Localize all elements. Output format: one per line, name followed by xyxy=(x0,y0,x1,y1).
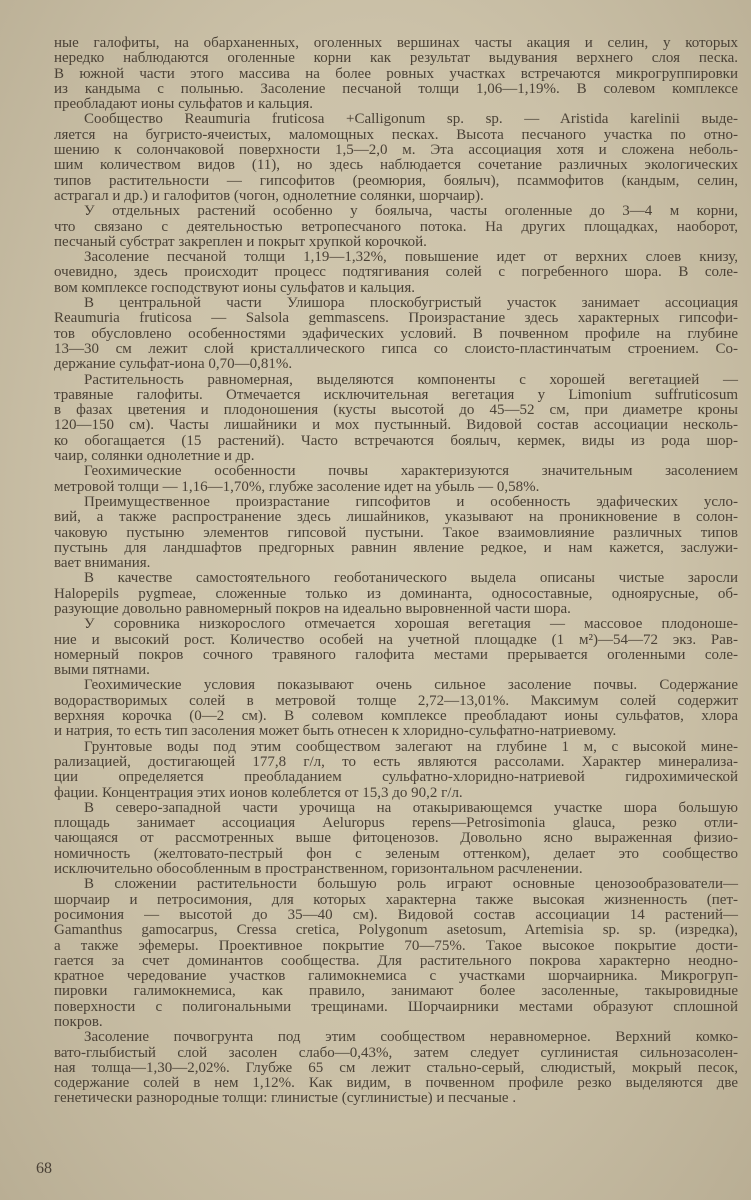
text-line: ко обогащается (15 растений). Часто встречаются боялыч, кермек, виды из рода шор- xyxy=(54,432,738,449)
text-line: 120—150 см). Часты лишайники и мох пустынный. Видовой состав ассоциации несколь- xyxy=(54,417,738,434)
paragraph xyxy=(54,204,738,250)
paragraph xyxy=(54,877,738,1030)
text-line: номерный покров сочного травяного галофита местами прерывается оголенными соле- xyxy=(54,646,738,663)
text-line: В южной части этого массива на более ровных участках встречаются микрогруппировки xyxy=(54,65,738,82)
text-line: и натрия, то есть тип засоления может быть отнесен к хлоридно-сульфатно-натриевому. xyxy=(54,723,617,740)
page-number: 68 xyxy=(36,1160,52,1177)
paragraph xyxy=(54,571,738,617)
text-line: песчаный субстрат закреплен и покрыт хрупкой корочкой. xyxy=(54,233,427,250)
text-line: В сложении растительности большую роль играют основные ценозообразователи— xyxy=(84,876,738,893)
text-line: вает внимания. xyxy=(54,555,151,572)
text-line: вий, а также распространение здесь лишайников, указывают на проникновение в солон- xyxy=(54,509,738,526)
text-line: Геохимические условия показывают очень сильное засоление почвы. Содержание xyxy=(84,677,738,694)
text-line: Засоление песчаной толщи 1,19—1,32%, повышение идет от верхних слоев книзу, xyxy=(84,249,738,266)
text-line: ляется на бугристо-ячеистых, маломощных песках. Высота песчаного участка по отно- xyxy=(54,126,738,143)
paragraph xyxy=(54,495,738,571)
text-line: чаковую пустыню элементов гипсовой пустыни. Такое взаимовлияние различных типов xyxy=(54,524,738,541)
paragraph xyxy=(54,250,738,296)
paragraph xyxy=(54,1030,738,1106)
paragraph xyxy=(54,801,738,877)
text-line: ние и высокий рост. Количество особей на учетной площадке (1 м²)—54—72 экз. Рав- xyxy=(54,631,738,648)
paragraph xyxy=(54,464,738,495)
text-line: преобладают ионы сульфатов и кальция. xyxy=(54,96,314,113)
text-line: Reaumuria fruticosa — Salsola gemmascens. Произрастание здесь характерных гипсофи- xyxy=(54,310,738,327)
text-line: Преимущественное произрастание гипсофитов и особенность эдафических усло- xyxy=(84,493,738,510)
text-line: астрагал и др.) и галофитов (чогон, однолетние солянки, шорчаир). xyxy=(54,187,484,204)
text-line: ная толща—1,30—2,02%. Глубже 65 см лежит стально-серый, слюдистый, мокрый песок, xyxy=(54,1059,738,1076)
text-line: чающаяся от рассмотренных выше фитоценозов. Довольно ясно выраженная физио- xyxy=(54,830,738,847)
text-line: исключительно обособленным в пространственном, горизонтальном расчленении. xyxy=(54,861,583,878)
text-line: очевидно, здесь происходит процесс подтягивания солей с погребенного шора. В соле- xyxy=(54,264,738,281)
text-line: номичность (желтовато-пестрый фон с зеленым оттенком), делает это сообщество xyxy=(54,845,738,862)
paragraph xyxy=(54,678,738,739)
text-line: ные галофиты, на обарханенных, оголенных вершинах часты акация и селин, у которых xyxy=(54,35,738,51)
text-line: в фазах цветения и плодоношения (кусты высотой до 45—52 см, при диаметре кроны xyxy=(54,402,738,419)
text-line: шению к солончаковой поверхности 1,5—2,0 м. Эта ассоциация хотя и сложена неболь- xyxy=(54,142,738,159)
text-line: поверхности с полигональными трещинами. Шорчаирники местами образуют сплошной xyxy=(54,998,738,1015)
text-line: покров. xyxy=(54,1014,103,1030)
text-line: тов обусловлено особенностями эдафических условий. В почвенном профиле на глубине xyxy=(54,325,738,342)
text-line: 13—30 см лежит слой кристаллического гипса со слоисто-пластинчатым строением. Со- xyxy=(54,340,738,357)
paragraph xyxy=(54,740,738,801)
text-line: разующие довольно равномерный покров на идеально выровненной части шора. xyxy=(54,600,571,617)
text-line: площадь занимает ассоциация Aeluropus repens—Petrosimonia glauca, резко отли- xyxy=(54,815,738,832)
text-line: Растительность равномерная, выделяются компоненты с хорошей вегетацией — xyxy=(84,371,738,388)
text-line: Грунтовые воды под этим сообществом залегают на глубине 1 м, с высокой мине- xyxy=(84,738,738,755)
text-line: из кандыма с полынью. Засоление песчаной толщи 1,06—1,19%. В солевом комплексе xyxy=(54,80,738,97)
paragraph xyxy=(54,36,738,112)
text-line: кратное чередование участков галимокнемиса с участками шорчаирника. Микрогруп- xyxy=(54,968,738,985)
paragraph xyxy=(54,373,738,465)
text-line: Сообщество Reaumuria fruticosa +Calligonum sp. sp. — Aristida karelinii выде- xyxy=(84,111,738,128)
text-line: генетически разнородные толщи: глинистые (суглинистые) и песчаные . xyxy=(54,1090,517,1107)
text-line: Засоление почвогрунта под этим сообществом неравномерное. Верхний комко- xyxy=(84,1029,738,1046)
text-line: вато-глыбистый слой засолен слабо—0,43%, затем следует суглинистая сильнозасолен- xyxy=(54,1044,738,1061)
text-line: метровой толщи — 1,16—1,70%, глубже засоление идет на убыль — 0,58%. xyxy=(54,478,540,495)
page-body-text xyxy=(54,36,738,1107)
text-line: травяные галофиты. Отмечается исключительная вегетация у Limonium suffruticosum xyxy=(54,386,738,403)
text-line: У соровника низкорослого отмечается хорошая вегетация — массовое плодоноше- xyxy=(84,616,738,633)
text-line: Gamanthus gamocarpus, Cressa cretica, Polygonum asetosum, Artemisia sp. sp. (изредка), xyxy=(54,922,738,939)
paragraph xyxy=(54,112,738,204)
text-line: содержание солей в нем 1,12%. Как видим, в почвенном профиле резко выделяются две xyxy=(54,1075,738,1092)
text-line: верхняя корочка (0—2 см). В солевом комплексе преобладают ионы сульфатов, хлора xyxy=(54,708,738,725)
text-line: чаир, солянки однолетние и др. xyxy=(54,448,255,465)
text-line: В северо-западной части урочища на отакыривающемся участке шора большую xyxy=(84,799,738,816)
text-line: что связано с деятельностью ветропесчаного потока. На других площадках, наоборот, xyxy=(54,218,738,235)
text-line: гается за счет доминантов сообщества. Для растительного покрова характерно неодно- xyxy=(54,952,738,969)
text-line: росимония — высотой до 35—40 см). Видовой состав ассоциации 14 растений— xyxy=(54,906,738,923)
text-line: шим количеством видов (11), но здесь наблюдается сочетание различных экологических xyxy=(54,157,738,174)
text-line: В центральной части Улишора плоскобугристый участок занимает ассоциация xyxy=(84,295,738,312)
text-line: водорастворимых солей в метровой толще 2,72—13,01%. Максимум солей содержит xyxy=(54,692,738,709)
paragraph xyxy=(54,617,738,678)
text-line: шорчаир и петросимония, для которых характерна также высокая жизненность (пет- xyxy=(54,891,738,908)
text-line: вом комплексе господствуют ионы сульфатов и кальция. xyxy=(54,279,415,296)
text-line: нередко наблюдаются оголенные корни как результат выдувания верхнего слоя песка. xyxy=(54,50,738,67)
text-line: держание сульфат-иона 0,70—0,81%. xyxy=(54,356,293,373)
text-line: типов растительности — гипсофитов (реомюрия, боялыч), псаммофитов (кандым, селин, xyxy=(54,172,738,189)
text-line: рализацией, достигающей 177,8 г/л, то есть являются рассолами. Характер минерализа- xyxy=(54,753,738,770)
text-line: выми пятнами. xyxy=(54,662,150,679)
text-line: фации. Концентрация этих ионов колеблется от 15,3 до 90,2 г/л. xyxy=(54,784,463,801)
text-line: У отдельных растений особенно у боялыча, часты оголенные до 3—4 м корни, xyxy=(84,203,738,220)
text-line: ции определяется преобладанием сульфатно-хлоридно-натриевой гидрохимической xyxy=(54,769,738,786)
text-line: пировки галимокнемиса, как правило, занимают более засоленные, такыровидные xyxy=(54,983,738,1000)
paragraph xyxy=(54,296,738,372)
text-line: Halopepils pygmeae, сложенные только из доминанта, односоставные, одноярусные, об- xyxy=(54,585,738,602)
text-line: Геохимические особенности почвы характеризуются значительным засолением xyxy=(84,463,738,480)
text-line: пустынь для ландшафтов предгорных равнин явление редкое, и нам кажется, заслужи- xyxy=(54,539,738,556)
text-line: В качестве самостоятельного геоботанического выдела описаны чистые заросли xyxy=(84,570,738,587)
text-line: а также эфемеры. Проективное покрытие 70—75%. Такое высокое покрытие дости- xyxy=(54,937,738,954)
